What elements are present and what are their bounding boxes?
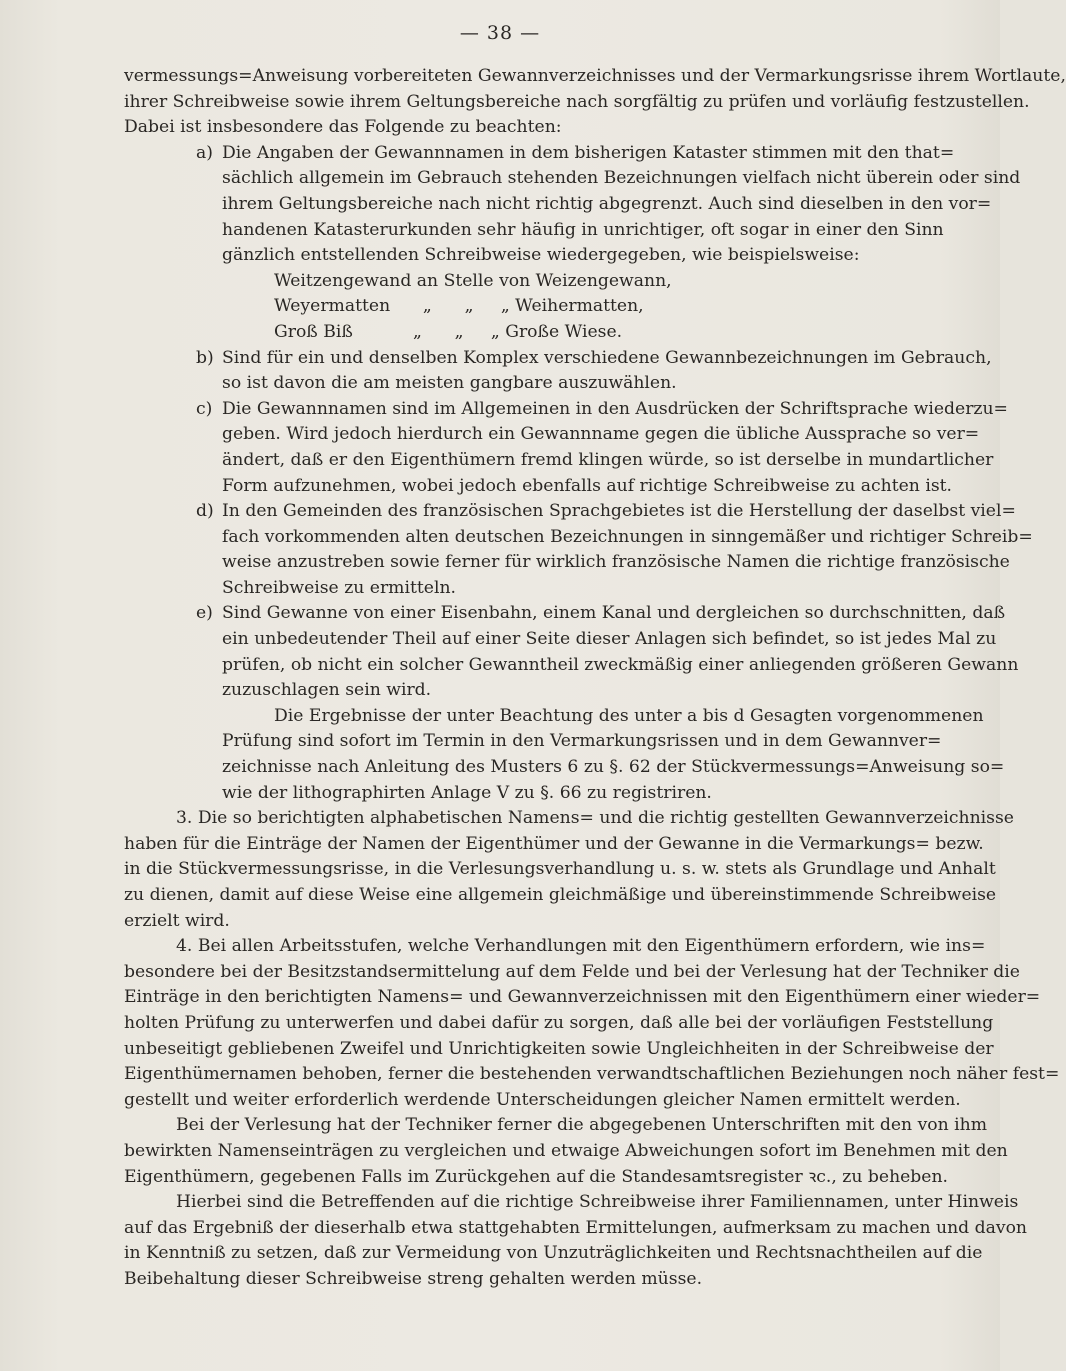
text-line: handenen Katasterurkunden sehr häufig in unrichtiger, oft sogar in einer den Sinn: [222, 219, 944, 240]
text-line: Bei der Verlesung hat der Techniker ferner die abgegebenen Unterschriften mit den von ihm: [176, 1115, 988, 1136]
text-line: Hierbei sind die Betreffenden auf die richtige Schreibweise ihrer Familiennamen, unter Hinweis: [176, 1192, 1019, 1213]
text-line: Schreibweise zu ermitteln.: [222, 577, 456, 598]
list-item-d: [124, 499, 1033, 601]
text-line: erzielt wird.: [124, 910, 230, 931]
text-line: holten Prüfung zu unterwerfen und dabei dafür zu sorgen, daß alle bei der vorläufigen Feststellung: [124, 1012, 994, 1033]
text-line: so ist davon die am meisten gangbare auszuwählen.: [222, 373, 677, 394]
example-line: Weitzengewand an Stelle von Weizengewann,: [274, 270, 672, 291]
text-line: Prüfung sind sofort im Termin in den Vermarkungsrissen und in dem Gewannver=: [222, 731, 942, 752]
example-line: Weyermatten „ „ „ Weihermatten,: [274, 296, 644, 317]
text-line: zuzuschlagen sein wird.: [222, 680, 432, 701]
text-line: in Kenntniß zu setzen, daß zur Vermeidung von Unzuträglichkeiten und Rechtsnachtheilen auf die: [124, 1243, 983, 1264]
list-item-b: [124, 346, 992, 397]
list-label: e): [196, 603, 213, 624]
text-line: ein unbedeutender Theil auf einer Seite dieser Anlagen sich befindet, so ist jedes Mal zu: [222, 629, 997, 650]
text-line: gänzlich entstellenden Schreibweise wiedergegeben, wie beispielsweise:: [222, 245, 860, 266]
text-line: gestellt und weiter erforderlich werdende Unterscheidungen gleicher Namen ermittelt werden.: [124, 1089, 961, 1110]
text-line: sächlich allgemein im Gebrauch stehenden Bezeichnungen vielfach nicht überein oder sind: [222, 168, 1021, 189]
list-label: c): [196, 398, 213, 419]
text-line: Die Angaben der Gewannnamen in dem bisherigen Kataster stimmen mit den that=: [222, 142, 955, 163]
text-line: zeichnisse nach Anleitung des Musters 6 zu §. 62 der Stückvermessungs=Anweisung so=: [222, 757, 1005, 778]
text-line: Einträge in den berichtigten Namens= und Gewannverzeichnissen mit den Eigenthümern einer wieder=: [124, 987, 1041, 1008]
text-line: Die Gewannnamen sind im Allgemeinen in den Ausdrücken der Schriftsprache wiederzu=: [222, 398, 1008, 419]
text-line: Die Ergebnisse der unter Beachtung des unter a bis d Gesagten vorgenommenen: [274, 705, 984, 726]
text-line: ihrem Geltungsbereiche nach nicht richtig abgegrenzt. Auch sind dieselben in den vor=: [222, 193, 992, 214]
text-line: In den Gemeinden des französischen Sprachgebietes ist die Herstellung der daselbst viel=: [222, 501, 1016, 522]
text-line: Sind für ein und denselben Komplex verschiedene Gewannbezeichnungen im Gebrauch,: [222, 347, 992, 368]
text-line: unbeseitigt gebliebenen Zweifel und Unrichtigkeiten sowie Ungleichheiten in der Schreibweise der: [124, 1038, 994, 1059]
list-item-e: [124, 601, 1019, 703]
body-text: [124, 64, 1066, 1293]
list-label: b): [196, 347, 214, 368]
text-line: Eigenthümern, gegebenen Falls im Zurückgehen auf die Standesamtsregister ꝛc., zu beheben.: [124, 1166, 949, 1187]
text-line: in die Stückvermessungsrisse, in die Verlesungsverhandlung u. s. w. stets als Grundlage und Anhalt: [124, 859, 996, 880]
text-line: zu dienen, damit auf diese Weise eine allgemein gleichmäßige und übereinstimmende Schreibweise: [124, 885, 997, 905]
text-line: weise anzustreben sowie ferner für wirklich französische Namen die richtige französische: [222, 552, 1010, 573]
list-label: a): [196, 142, 213, 163]
text-line: besondere bei der Besitzstandsermittelung auf dem Felde und bei der Verlesung hat der Techniker die: [124, 961, 1020, 982]
example-line: Groß Biß „ „ „ Große Wiese.: [274, 321, 623, 342]
text-line: Dabei ist insbesondere das Folgende zu beachten:: [124, 117, 562, 138]
text-line: wie der lithographirten Anlage V zu §. 66 zu registriren.: [222, 782, 712, 803]
list-label: d): [196, 501, 214, 522]
text-line: haben für die Einträge der Namen der Eigenthümer und der Gewanne in die Vermarkungs= bezw.: [124, 833, 984, 854]
section-4-line: 4. Bei allen Arbeitsstufen, welche Verhandlungen mit den Eigenthümern erfordern, wie ins=: [176, 936, 986, 957]
text-line: geben. Wird jedoch hierdurch ein Gewannname gegen die übliche Aussprache so ver=: [222, 424, 980, 445]
text-line: auf das Ergebniß der dieserhalb etwa stattgehabten Ermittelungen, aufmerksam zu machen und davon: [124, 1217, 1027, 1238]
text-line: fach vorkommenden alten deutschen Bezeichnungen in sinngemäßer und richtiger Schreib=: [222, 526, 1033, 547]
text-line: Sind Gewanne von einer Eisenbahn, einem Kanal und dergleichen so durchschnitten, daß: [222, 603, 1006, 624]
text-line: ihrer Schreibweise sowie ihrem Geltungsbereiche nach sorgfältig zu prüfen und vorläufig festzustellen.: [124, 91, 1030, 112]
text-line: ändert, daß er den Eigenthümern fremd klingen würde, so ist derselbe in mundartlicher: [222, 449, 994, 470]
page-number: — 38 —: [459, 22, 541, 44]
text-line: Form aufzunehmen, wobei jedoch ebenfalls auf richtige Schreibweise zu achten ist.: [222, 475, 953, 496]
text-line: prüfen, ob nicht ein solcher Gewanntheil zweckmäßig einer anliegenden größeren Gewann: [222, 654, 1019, 675]
text-line: Beibehaltung dieser Schreibweise streng gehalten werden müsse.: [124, 1268, 703, 1289]
list-item-c: [124, 397, 1008, 499]
list-item-a: [124, 141, 1021, 346]
section-3-line: 3. Die so berichtigten alphabetischen Namens= und die richtig gestellten Gewannverzeichnisse: [176, 808, 1014, 829]
text-line: vermessungs=Anweisung vorbereiteten Gewannverzeichnisses und der Vermarkungsrisse ihrem Wortlaute,: [124, 66, 1066, 86]
text-line: Eigenthümernamen behoben, ferner die bestehenden verwandtschaftlichen Beziehungen noch näher fest=: [124, 1064, 1060, 1085]
text-line: bewirkten Namenseinträgen zu vergleichen und etwaige Abweichungen sofort im Benehmen mit den: [124, 1140, 1008, 1161]
